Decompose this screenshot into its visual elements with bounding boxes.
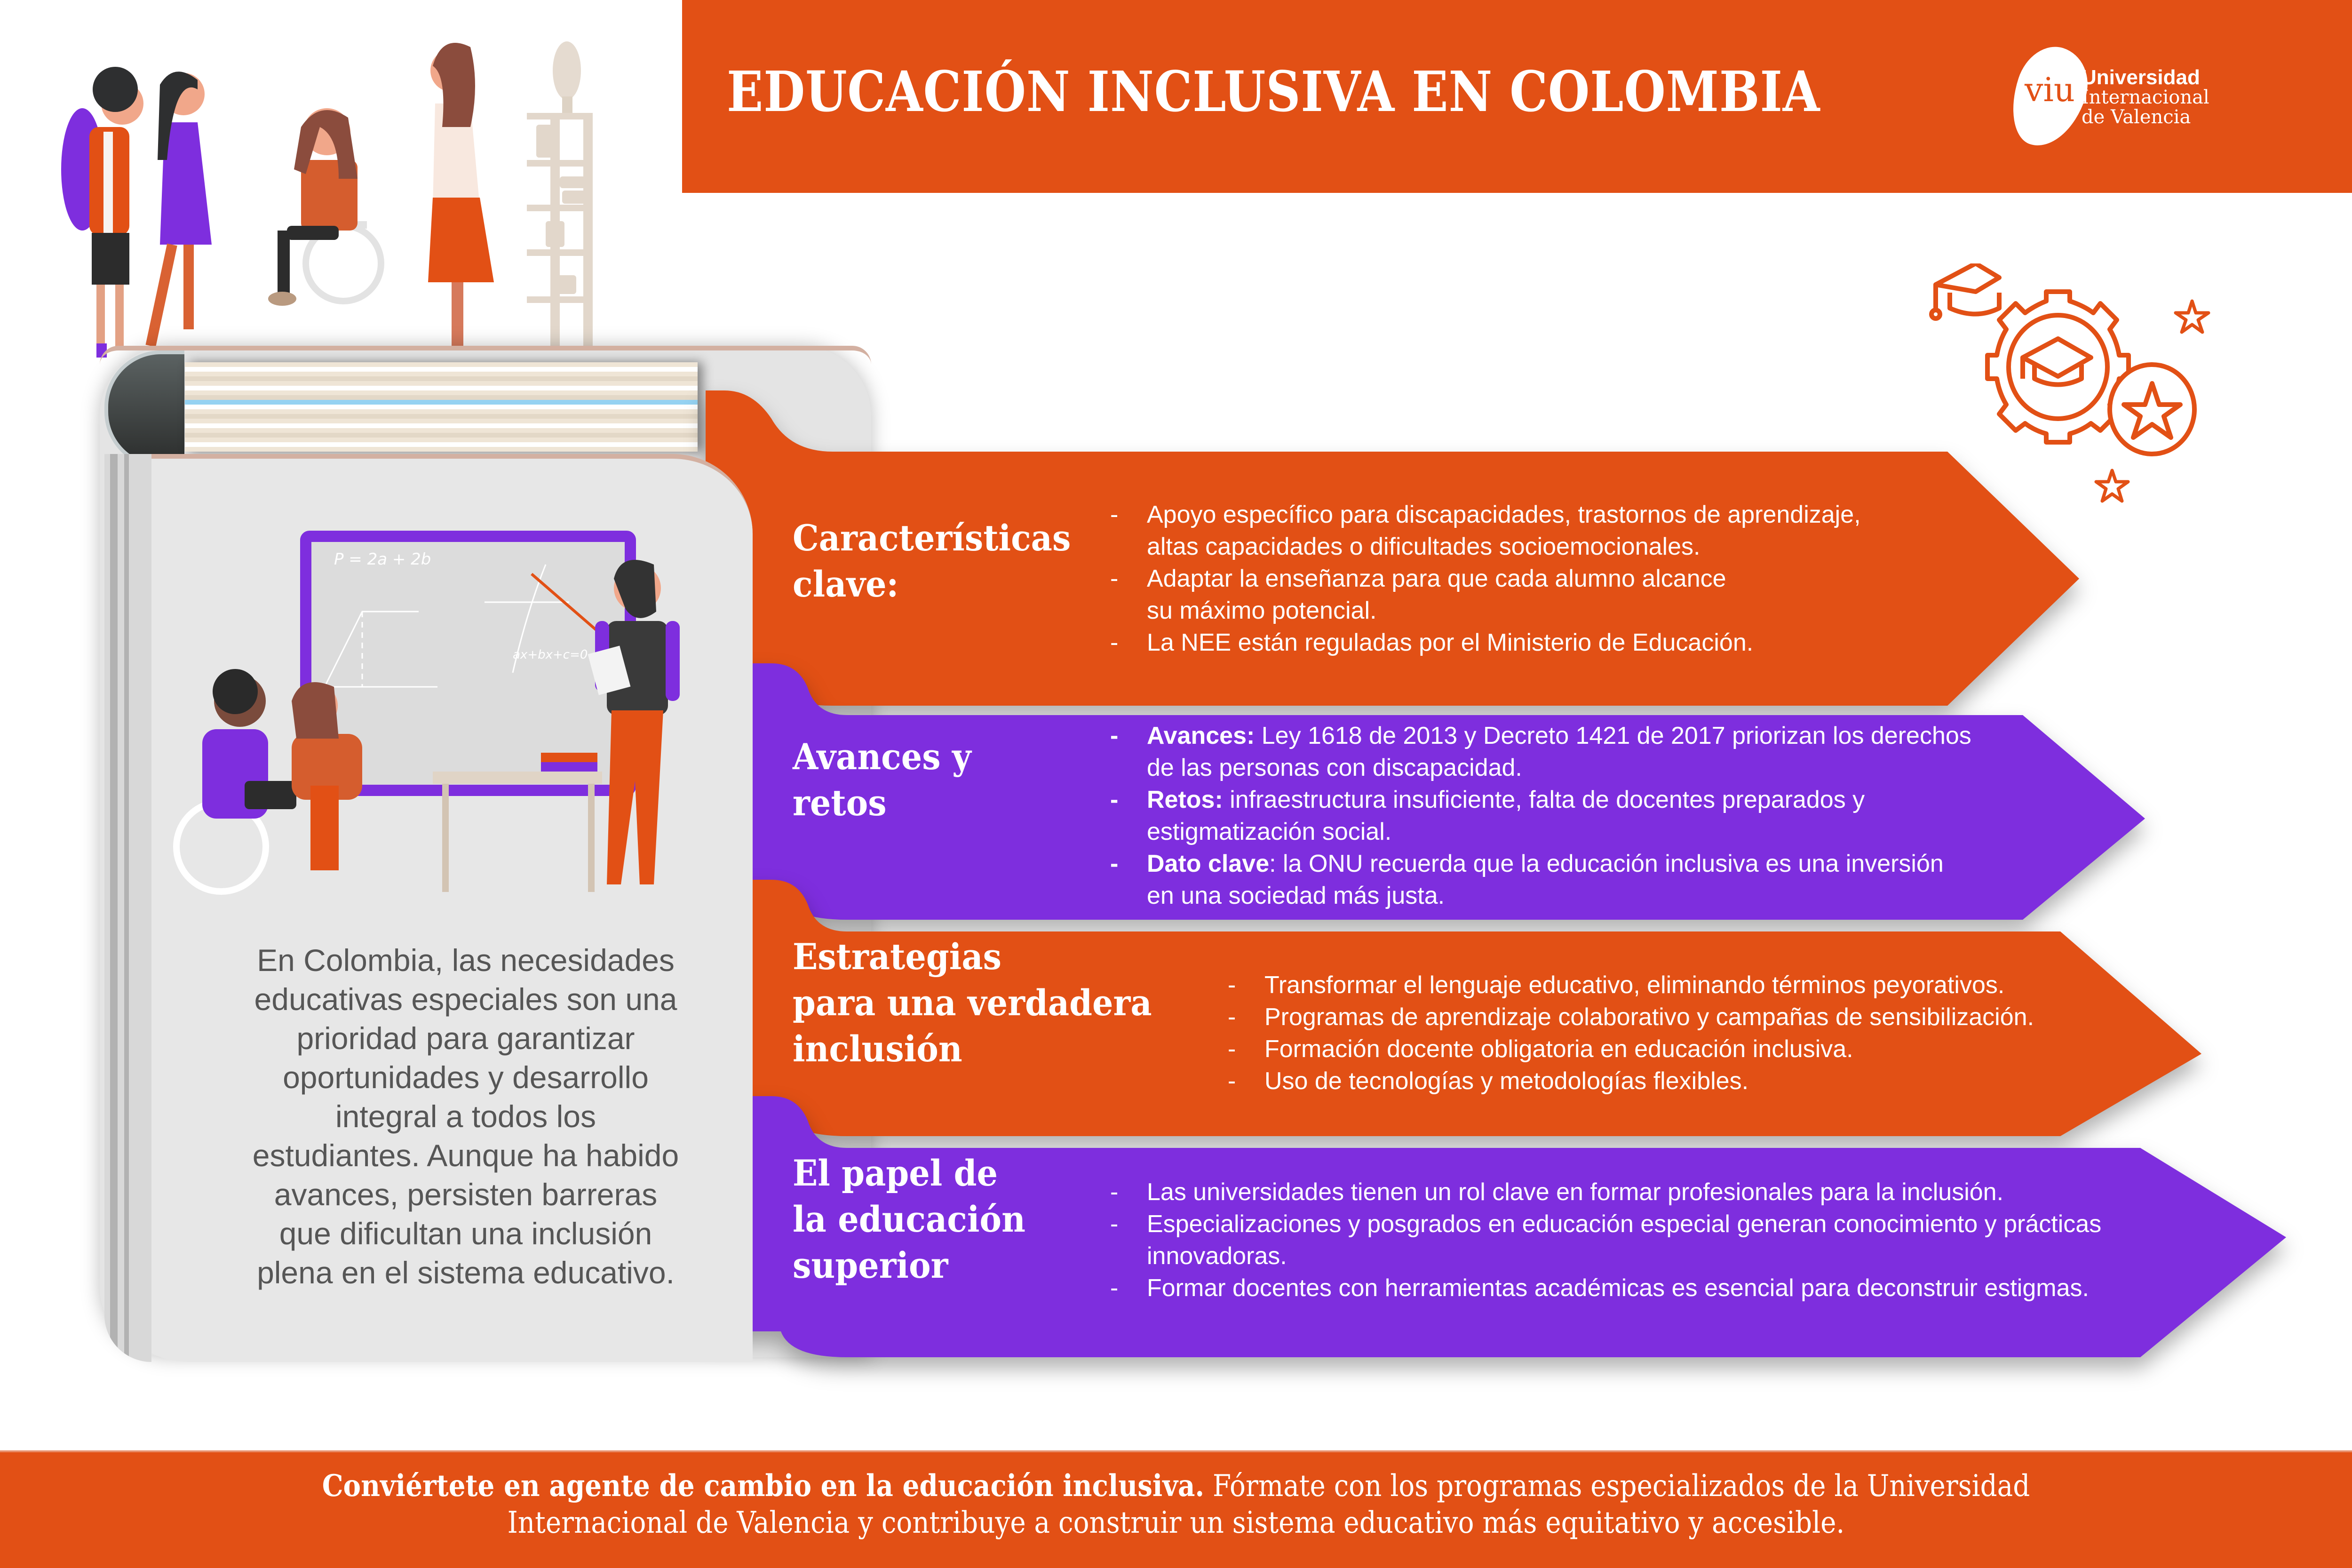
- list-item: - La NEE están reguladas por el Ministerio de Educación.: [1110, 629, 1754, 656]
- list-item: - Programas de aprendizaje colaborativo y campañas de sensibilización.: [1228, 1003, 2034, 1031]
- graduation-cap-icon: [1931, 263, 1999, 318]
- list-item: - Avances: Ley 1618 de 2013 y Decreto 1421 de 2017 priorizan los derechos de las personas con discapacidad.: [1110, 722, 1971, 781]
- intro-line: oportunidades y desarrollo: [283, 1060, 649, 1095]
- list-item: - Dato clave: la ONU recuerda que la educación inclusiva es una inversión en una sociedad más justa.: [1110, 850, 1944, 909]
- intro-line: avances, persisten barreras: [274, 1177, 658, 1212]
- page-title: EDUCACIÓN INCLUSIVA EN COLOMBIA: [727, 59, 1820, 124]
- book-back-rim: [100, 346, 871, 365]
- section-title-avances: Avances y retos: [793, 736, 971, 824]
- list-item: - Especializaciones y posgrados en educación especial generan conocimiento y prácticas innovadoras.: [1110, 1210, 2102, 1270]
- intro-line: prioridad para garantizar: [296, 1021, 635, 1056]
- list-item: - Adaptar la enseñanza para que cada alumno alcance su máximo potencial.: [1110, 565, 1726, 624]
- intro-line: estudiantes. Aunque ha habido: [252, 1138, 679, 1173]
- classroom-illustration: [155, 517, 743, 903]
- intro-line: En Colombia, las necesidades: [257, 943, 675, 978]
- section-title-educacion-superior: El papel de la educación superior: [793, 1152, 1025, 1286]
- intro-line: educativas especiales son una: [254, 982, 677, 1017]
- book-intro-text: [198, 941, 734, 1292]
- star-icon: [2096, 470, 2128, 501]
- list-item: - Apoyo específico para discapacidades, trastornos de aprendizaje, altas capacidades o dificultades socioemocionales.: [1110, 501, 1861, 560]
- list-item: - Uso de tecnologías y metodologías flexibles.: [1228, 1067, 1749, 1095]
- section-list-avances: [1110, 720, 1971, 912]
- section-title-caracteristicas: Características clave:: [793, 517, 1071, 605]
- section-list-educacion-superior: [1110, 1176, 2101, 1304]
- logo-text-universidad: Universidad: [2082, 66, 2200, 89]
- section-list-estrategias: [1228, 969, 2034, 1097]
- whiteboard-formula: P = 2a + 2b: [334, 550, 431, 569]
- book-page-edges: [104, 454, 151, 1362]
- footer-bold-text: Conviértete en agente de cambio en la educación inclusiva.: [322, 1468, 1205, 1504]
- intro-line: integral a todos los: [335, 1099, 596, 1134]
- list-item: - Las universidades tienen un rol clave en formar profesionales para la inclusión.: [1110, 1178, 2004, 1206]
- intro-line: que dificultan una inclusión: [279, 1216, 652, 1251]
- list-item: - Formar docentes con herramientas académicas es esencial para deconstruir estigmas.: [1110, 1274, 2089, 1302]
- section-list-caracteristicas: [1110, 499, 1861, 659]
- whiteboard-formula: ax+bx+c=0: [513, 648, 588, 662]
- viu-logo-mark: viu: [2024, 71, 2075, 109]
- teacher-students-illustration: [56, 19, 668, 367]
- gear-graduation-cap-icon: [1987, 292, 2129, 442]
- book-bookmark-stripe: [185, 400, 698, 405]
- intro-line: plena en el sistema educativo.: [257, 1255, 675, 1290]
- decorative-education-icons: [1929, 263, 2267, 517]
- logo-text-valencia: de Valencia: [2082, 106, 2191, 128]
- star-icon: [2176, 301, 2209, 332]
- list-item: - Transformar el lenguaje educativo, eliminando términos peyorativos.: [1228, 971, 2005, 999]
- book-pages: [185, 362, 698, 452]
- footer-call-to-action: Conviértete en agente de cambio en la educación inclusiva. Fórmate con los programas especializados de la Universidad Internacional de Valencia y contribuye a construir un sistema educativo más equitativo y accesible.: [322, 1468, 2030, 1540]
- list-item: - Formación docente obligatoria en educación inclusiva.: [1228, 1035, 1853, 1063]
- logo-text-internacional: Internacional: [2082, 87, 2209, 108]
- list-item: - Retos: infraestructura insuficiente, falta de docentes preparados y estigmatización social.: [1110, 786, 1865, 845]
- star-badge-icon: [2110, 365, 2194, 454]
- section-title-estrategias: Estrategias para una verdadera inclusión: [793, 936, 1152, 1070]
